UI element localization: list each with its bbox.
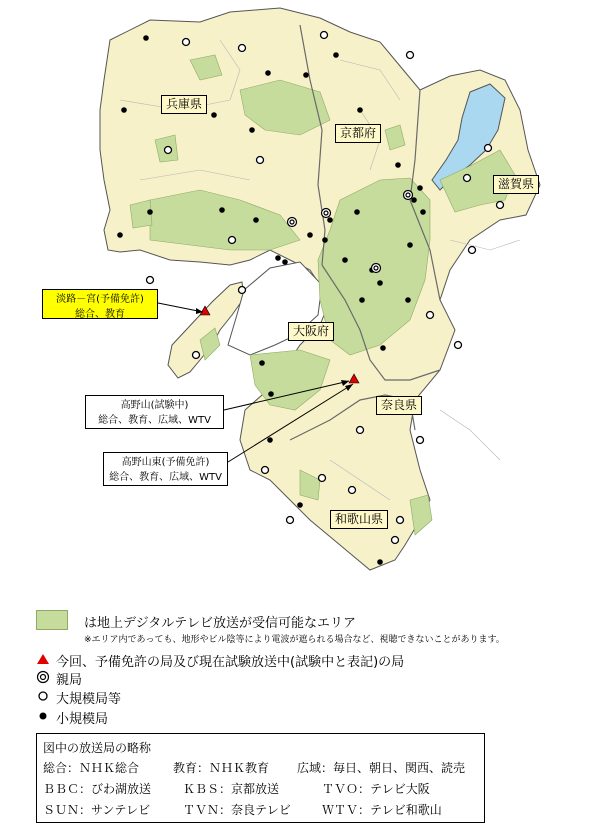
label-osaka: 大阪府 [288,322,334,341]
abbr-tvn: ＴＶＮ：奈良テレビ [183,803,291,817]
legend-parent-text: 親局 [56,673,83,688]
abbr-sun: ＳＵＮ：サンテレビ [43,803,151,817]
callout-awaji [42,289,158,319]
filled-circle-icon [36,709,50,723]
legend-large-text: 大規模局等 [56,692,122,707]
abbr-kbs: ＫＢＳ：京都放送 [183,782,280,796]
label-kyoto: 京都府 [335,124,381,143]
abbr-koiki: 広域：毎日、朝日、関西、読売 [297,761,466,775]
abbr-sogo: 総合：ＮＨＫ総合 [43,761,140,775]
label-nara: 奈良県 [376,396,422,415]
open-circle-icon [36,689,50,703]
callout-koyasan-east-line2: 総合、教育、広域、WTV [109,472,222,483]
callout-koyasan [85,395,224,429]
abbr-tvo: ＴＶＯ：テレビ大阪 [322,782,430,796]
legend-new-text: 今回、予備免許の局及び現在試験放送中(試験中と表記)の局 [56,655,405,670]
abbr-wtv: ＷＴＶ：テレビ和歌山 [322,803,442,817]
callout-koyasan-east [103,452,228,486]
abbr-kyoiku: 教育：ＮＨＫ教育 [173,761,270,775]
callout-awaji-line1: 淡路－宮(予備免許) [56,294,144,305]
abbreviation-title: 図中の放送局の略称 [43,741,152,755]
label-wakayama: 和歌山県 [330,510,388,529]
double-circle-icon [36,670,50,684]
abbreviation-box [36,733,485,823]
legend-area-text: は地上デジタルテレビ放送が受信可能なエリア [84,616,356,631]
callout-awaji-line2: 総合、教育 [75,309,125,320]
red-triangle-icon [36,653,50,665]
abbr-bbc: ＢＢＣ：びわ湖放送 [43,782,152,796]
callout-koyasan-line2: 総合、教育、広域、WTV [98,415,211,426]
legend-area-note: ※エリア内であっても、地形やビル陰等により電波が遮られる場合など、視聴できないことがあります。 [84,635,505,645]
callout-koyasan-line1: 高野山(試験中) [120,400,189,411]
coverage-swatch [36,610,68,630]
legend-small-text: 小規模局 [56,712,109,727]
callout-koyasan-east-line1: 高野山東(予備免許) [121,457,210,468]
label-hyogo: 兵庫県 [161,95,207,114]
label-shiga: 滋賀県 [493,175,539,194]
